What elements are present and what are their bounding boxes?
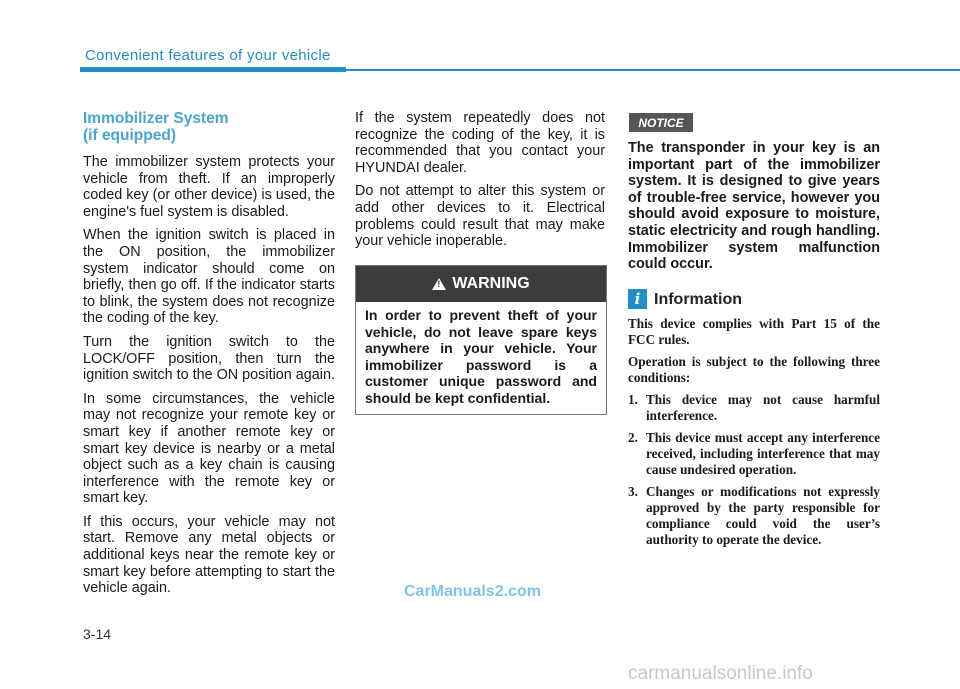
list-text: Changes or modifications not expressly approved by the party responsible for compliance could void the user’s authority to operate the device.	[646, 484, 880, 547]
watermark: CarManuals2.com	[404, 583, 541, 600]
warning-box	[355, 265, 607, 415]
section-title: Convenient features of your vehicle	[85, 47, 331, 64]
info-paragraph: This device complies with Part 15 of the FCC rules.	[628, 316, 880, 347]
info-paragraph: Operation is subject to the following three conditions:	[628, 354, 880, 385]
paragraph: If this occurs, your vehicle may not start. Remove any metal objects or additional keys near the remote key or smart key before attempting to start the vehicle again.	[83, 513, 335, 597]
notice-text: The transponder in your key is an important part of the immobilizer system. It is designed to give years of trouble-free service, however you should avoid exposure to moisture, static electricity and rough handling. Immobilizer system malfunction could occur.	[628, 140, 880, 273]
list-item	[628, 392, 880, 424]
list-text: This device may not cause harmful interference.	[646, 392, 880, 423]
warning-header	[356, 266, 606, 302]
list-number: 2.	[628, 430, 638, 445]
paragraph: Do not attempt to alter this system or add other devices to it. Electrical problems could result that may make your vehicle inoperable.	[355, 183, 605, 250]
list-text: This device must accept any interference received, including interference that may cause undesired operation.	[646, 430, 880, 477]
notice-badge: NOTICE	[629, 113, 693, 132]
warning-label: WARNING	[452, 275, 530, 292]
paragraph: When the ignition switch is placed in the ON position, the immobilizer system indicator should come on briefly, then go off. If the indicator starts to blink, the system does not recognize the coding of the key.	[83, 227, 335, 327]
paragraph: Turn the ignition switch to the LOCK/OFF position, then turn the ignition switch to the ON position again.	[83, 333, 335, 384]
heading-line-2: (if equipped)	[83, 127, 176, 144]
information-body	[628, 316, 880, 554]
warning-triangle-icon	[432, 278, 446, 290]
list-number: 3.	[628, 484, 638, 499]
middle-column	[355, 110, 605, 257]
left-column	[83, 110, 335, 604]
header-bar	[80, 67, 346, 72]
list-number: 1.	[628, 392, 638, 407]
information-icon: i	[628, 289, 647, 309]
heading-line-1: Immobilizer System	[83, 110, 229, 127]
list-item	[628, 484, 880, 548]
paragraph: In some circumstances, the vehicle may not recognize your remote key or smart key if another remote key or smart key device is nearby or a metal object such as a key chain is causing interference with the remote key or smart key.	[83, 390, 335, 507]
paragraph: If the system repeatedly does not recognize the coding of the key, it is recommended that you contact your HYUNDAI dealer.	[355, 110, 605, 176]
page-number: 3-14	[83, 626, 112, 642]
section-heading	[83, 110, 335, 144]
list-item	[628, 430, 880, 478]
site-watermark: carmanualsonline.info	[628, 663, 813, 684]
information-title: Information	[654, 291, 742, 308]
paragraph: The immobilizer system protects your vehicle from theft. If an improperly coded key (or other device) is used, the engine's fuel system is disabled.	[83, 154, 335, 220]
header-rule	[346, 69, 960, 71]
warning-text: In order to prevent theft of your vehicle, do not leave spare keys anywhere in your vehicle. Your immobilizer password is a customer unique password and should be kept confidential.	[365, 307, 597, 406]
